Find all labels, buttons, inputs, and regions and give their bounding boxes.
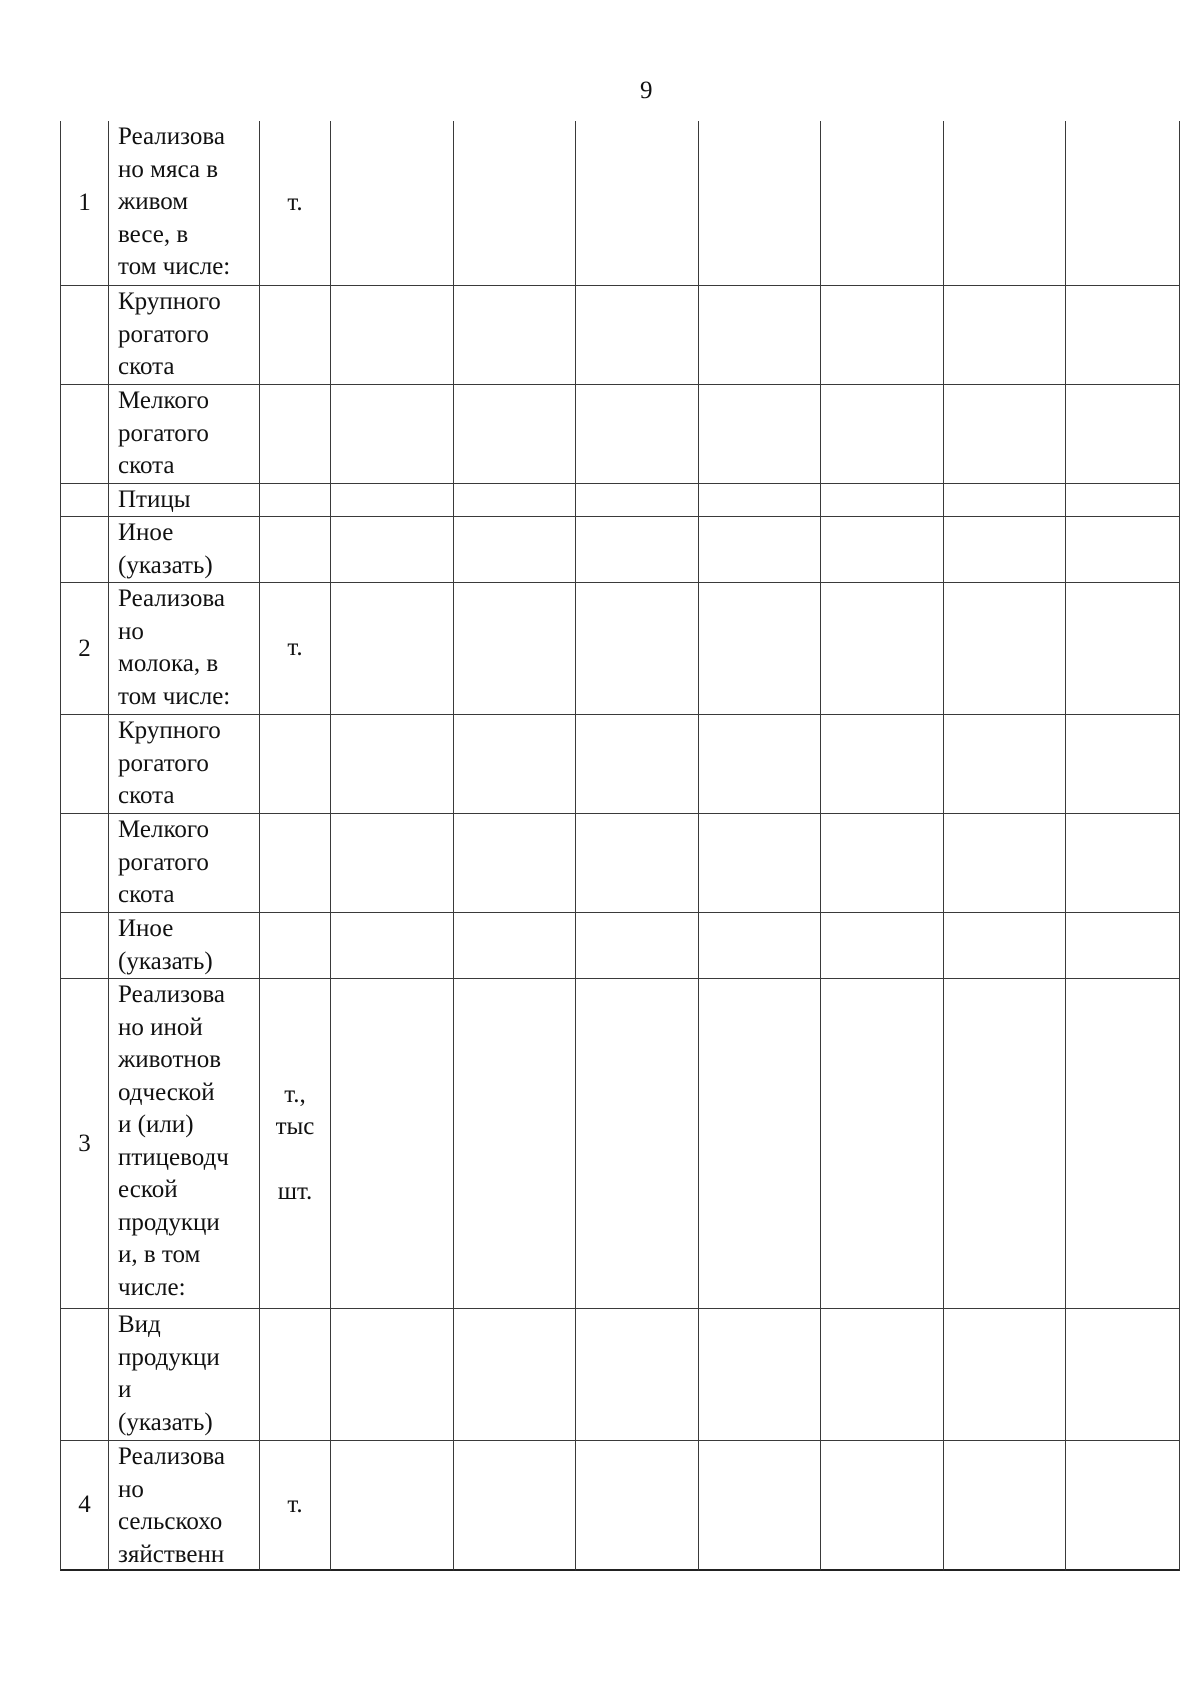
row-label: Реализова но сельскохо зяйственн (109, 1441, 260, 1571)
value-cell (699, 814, 821, 913)
value-cell (454, 121, 576, 286)
value-cell (454, 286, 576, 385)
value-cell (821, 484, 944, 517)
row-unit: т. (260, 121, 331, 286)
value-cell (454, 715, 576, 814)
value-cell (331, 715, 454, 814)
row-label: Птицы (109, 484, 260, 517)
value-cell (331, 979, 454, 1309)
value-cell (1066, 1309, 1180, 1441)
value-cell (944, 286, 1066, 385)
value-cell (331, 286, 454, 385)
row-label: Мелкого рогатого скота (109, 385, 260, 484)
page-number: 9 (640, 77, 653, 104)
row-number (60, 484, 109, 517)
row-number (60, 1309, 109, 1441)
value-cell (331, 583, 454, 715)
row-unit (260, 484, 331, 517)
value-cell (699, 1309, 821, 1441)
row-label: Реализова но молока, в том числе: (109, 583, 260, 715)
value-cell (699, 583, 821, 715)
value-cell (576, 1441, 699, 1571)
value-cell (1066, 814, 1180, 913)
value-cell (944, 913, 1066, 979)
row-label: Реализова но мяса в живом весе, в том числе: (109, 121, 260, 286)
row-label: Вид продукци и (указать) (109, 1309, 260, 1441)
row-unit (260, 913, 331, 979)
value-cell (699, 517, 821, 583)
value-cell (944, 979, 1066, 1309)
row-number: 4 (60, 1441, 109, 1571)
row-unit (260, 517, 331, 583)
value-cell (576, 583, 699, 715)
row-number (60, 715, 109, 814)
value-cell (1066, 385, 1180, 484)
row-label: Иное (указать) (109, 517, 260, 583)
value-cell (821, 979, 944, 1309)
value-cell (454, 484, 576, 517)
value-cell (944, 121, 1066, 286)
value-cell (821, 286, 944, 385)
value-cell (1066, 583, 1180, 715)
value-cell (454, 814, 576, 913)
value-cell (821, 517, 944, 583)
row-number (60, 814, 109, 913)
value-cell (1066, 517, 1180, 583)
row-number (60, 913, 109, 979)
value-cell (576, 484, 699, 517)
row-label: Крупного рогатого скота (109, 286, 260, 385)
value-cell (331, 121, 454, 286)
value-cell (699, 913, 821, 979)
data-table (60, 121, 1180, 1568)
value-cell (1066, 979, 1180, 1309)
value-cell (454, 1441, 576, 1571)
value-cell (576, 913, 699, 979)
value-cell (821, 583, 944, 715)
value-cell (576, 385, 699, 484)
value-cell (699, 1441, 821, 1571)
value-cell (944, 1441, 1066, 1571)
value-cell (331, 913, 454, 979)
value-cell (331, 814, 454, 913)
row-unit: т. (260, 1441, 331, 1571)
value-cell (454, 583, 576, 715)
value-cell (699, 121, 821, 286)
value-cell (821, 385, 944, 484)
row-unit (260, 715, 331, 814)
value-cell (944, 715, 1066, 814)
value-cell (821, 1309, 944, 1441)
value-cell (454, 517, 576, 583)
row-unit (260, 286, 331, 385)
row-label: Мелкого рогатого скота (109, 814, 260, 913)
value-cell (1066, 715, 1180, 814)
value-cell (1066, 913, 1180, 979)
value-cell (576, 1309, 699, 1441)
value-cell (821, 121, 944, 286)
value-cell (944, 484, 1066, 517)
value-cell (944, 814, 1066, 913)
value-cell (699, 715, 821, 814)
value-cell (331, 1441, 454, 1571)
row-unit: т., тыс шт. (260, 979, 331, 1309)
value-cell (1066, 1441, 1180, 1571)
value-cell (944, 385, 1066, 484)
value-cell (1066, 484, 1180, 517)
value-cell (821, 913, 944, 979)
row-unit: т. (260, 583, 331, 715)
row-unit (260, 385, 331, 484)
value-cell (699, 385, 821, 484)
row-number (60, 385, 109, 484)
value-cell (331, 484, 454, 517)
value-cell (699, 979, 821, 1309)
row-number (60, 517, 109, 583)
row-label: Реализова но иной животнов одческой и (или) птицеводч еской продукци и, в том числе: (109, 979, 260, 1309)
value-cell (821, 1441, 944, 1571)
value-cell (454, 979, 576, 1309)
value-cell (331, 1309, 454, 1441)
value-cell (1066, 121, 1180, 286)
value-cell (944, 583, 1066, 715)
row-label: Иное (указать) (109, 913, 260, 979)
row-number: 1 (60, 121, 109, 286)
value-cell (576, 286, 699, 385)
value-cell (821, 814, 944, 913)
value-cell (331, 517, 454, 583)
value-cell (576, 715, 699, 814)
value-cell (454, 913, 576, 979)
value-cell (821, 715, 944, 814)
row-label: Крупного рогатого скота (109, 715, 260, 814)
value-cell (944, 1309, 1066, 1441)
value-cell (944, 517, 1066, 583)
value-cell (576, 121, 699, 286)
row-number (60, 286, 109, 385)
value-cell (454, 385, 576, 484)
row-number: 2 (60, 583, 109, 715)
value-cell (454, 1309, 576, 1441)
value-cell (699, 286, 821, 385)
value-cell (576, 814, 699, 913)
row-unit (260, 1309, 331, 1441)
value-cell (1066, 286, 1180, 385)
row-unit (260, 814, 331, 913)
row-number: 3 (60, 979, 109, 1309)
value-cell (576, 517, 699, 583)
value-cell (576, 979, 699, 1309)
value-cell (331, 385, 454, 484)
value-cell (699, 484, 821, 517)
